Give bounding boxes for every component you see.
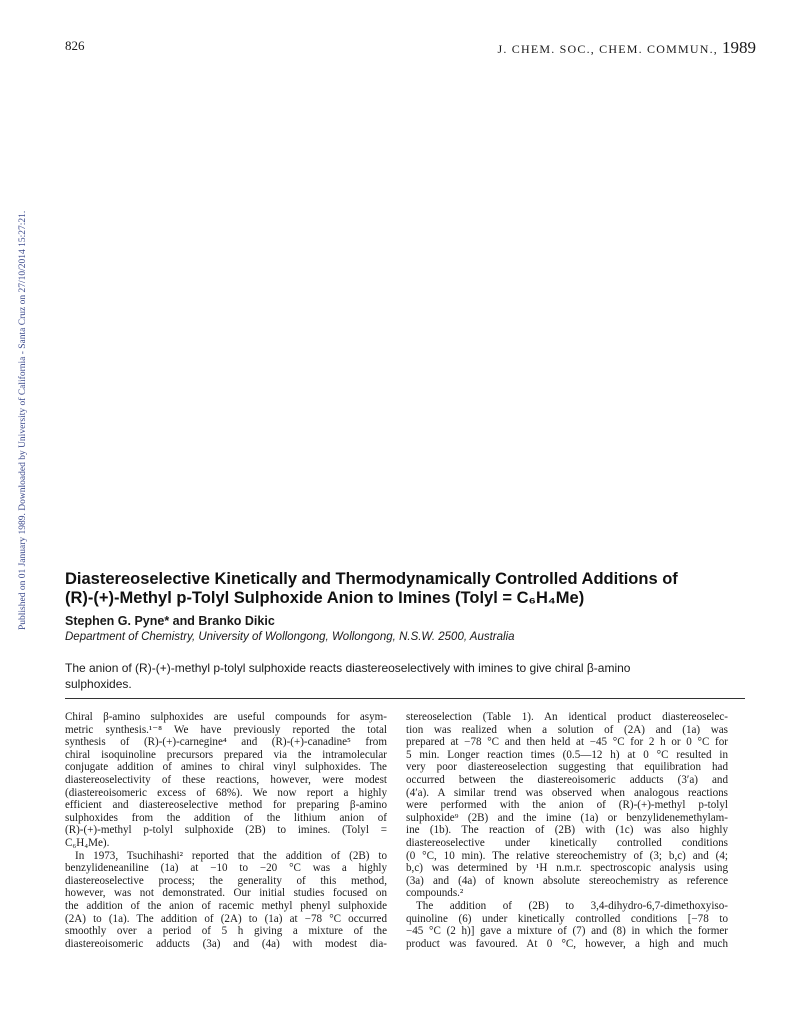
body-line: (3a) and (4a) of known absolute stereochemistry as reference: [406, 874, 728, 887]
journal-name: J. CHEM. SOC., CHEM. COMMUN.,: [497, 42, 718, 56]
download-watermark-text: Published on 01 January 1989. Downloaded by University of California - Santa Cruz on 27/10/2014 15:27:21.: [18, 210, 28, 630]
abstract-line-2: sulphoxides.: [65, 676, 132, 691]
body-line: product was favoured. At 0 °C, however, a high and much: [406, 937, 728, 950]
body-line: diastereoisomeric adducts (3a) and (4a) with modest dia-: [65, 937, 387, 950]
body-line: ine (1b). The reaction of (2B) with (1c) was also highly: [406, 824, 728, 837]
body-line: diastereoselectivity of these reactions, however, were modest: [65, 773, 387, 786]
body-line: prepared at −78 °C and then held at −45 °C for 2 h or 0 °C for: [406, 736, 728, 749]
body-line: occurred between the diastereoisomeric adducts (3′a) and: [406, 773, 728, 786]
article-affiliation: Department of Chemistry, University of Wollongong, Wollongong, N.S.W. 2500, Australia: [65, 631, 515, 643]
body-line: In 1973, Tsuchihashi² reported that the addition of (2B) to: [75, 849, 387, 862]
abstract-line-1: The anion of (R)-(+)-methyl p-tolyl sulphoxide reacts diastereoselectively with imines to give chiral β-amino: [65, 661, 631, 675]
body-line: diastereoselective under kinetically controlled conditions: [406, 836, 728, 849]
body-column-left: [65, 711, 387, 950]
body-line: quinoline (6) under kinetically controlled conditions [−78 to: [406, 912, 728, 925]
abstract: [65, 661, 745, 692]
body-line: −45 °C (2 h)] gave a mixture of (7) and (8) in which the former: [406, 925, 728, 938]
body-line: conjugate addition of amines to chiral vinyl sulphoxides. The: [65, 761, 387, 774]
body-line: efficient and diastereoselective method for preparing β-amino: [65, 799, 387, 812]
body-line: stereoselection (Table 1). An identical product diastereoselec-: [406, 711, 728, 723]
body-line: tion was realized when a solution of (2A) and (1a) was: [406, 723, 728, 736]
body-line: Chiral β-amino sulphoxides are useful compounds for asym-: [65, 711, 387, 723]
body-line: metric synthesis.¹⁻⁸ We have previously reported the total: [65, 723, 387, 736]
body-line: (diastereoisomeric excess of 68%). We now report a highly: [65, 786, 387, 799]
journal-year: 1989: [722, 38, 756, 57]
article-title: [65, 570, 765, 608]
body-line: diastereoselective process; the generality of this method,: [65, 874, 387, 887]
body-line: the addition of the anion of racemic methyl phenyl sulphoxide: [65, 899, 387, 912]
body-line: however, was not demonstrated. Our initial studies focused on: [65, 887, 387, 900]
body-line: (0 °C, 10 min). The relative stereochemistry of (3; b,c) and (4;: [406, 849, 728, 862]
running-header: [498, 38, 757, 58]
download-watermark: [6, 160, 28, 630]
body-line: (R)-(+)-methyl p-tolyl sulphoxide (2B) to imines. (Tolyl =: [65, 824, 387, 837]
body-column-right: [406, 711, 728, 950]
abstract-divider: [65, 698, 745, 699]
body-line: C₆H₄Me).: [65, 836, 110, 849]
body-line: The addition of (2B) to 3,4-dihydro-6,7-dimethoxyiso-: [416, 899, 728, 912]
body-line: benzylideneaniline (1a) at −10 to −20 °C was a highly: [65, 862, 387, 875]
body-line: chiral isoquinoline precursors prepared via the intramolecular: [65, 748, 387, 761]
body-line: very poor diastereoselection suggesting that equilibration had: [406, 761, 728, 774]
body-line: synthesis of (R)-(+)-carnegine⁴ and (R)-(+)-canadine⁵ from: [65, 736, 387, 749]
body-line: (4′a). A similar trend was observed when analogous reactions: [406, 786, 728, 799]
article-authors: Stephen G. Pyne* and Branko Dikic: [65, 614, 275, 628]
body-line: sulphoxides from the addition of the lithium anion of: [65, 811, 387, 824]
body-line: b,c) was determined by ¹H n.m.r. spectroscopic analysis using: [406, 862, 728, 875]
body-line: compounds.²: [406, 887, 464, 900]
article-title-line-2: (R)-(+)-Methyl p-Tolyl Sulphoxide Anion to Imines (Tolyl = C₆H₄Me): [65, 589, 585, 607]
body-line: were performed with the anion of (R)-(+)-methyl p-tolyl: [406, 799, 728, 812]
body-line: smoothly over a period of 5 h giving a mixture of the: [65, 925, 387, 938]
page-number: 826: [65, 38, 85, 53]
body-line: sulphoxide⁹ (2B) and the imine (1a) or benzylidenemethylam-: [406, 811, 728, 824]
body-line: 5 min. Longer reaction times (0.5—12 h) at 0 °C resulted in: [406, 748, 728, 761]
article-title-line-1: Diastereoselective Kinetically and Thermodynamically Controlled Additions of: [65, 570, 678, 588]
body-line: (2A) to (1a). The addition of (2A) to (1a) at −78 °C occurred: [65, 912, 387, 925]
